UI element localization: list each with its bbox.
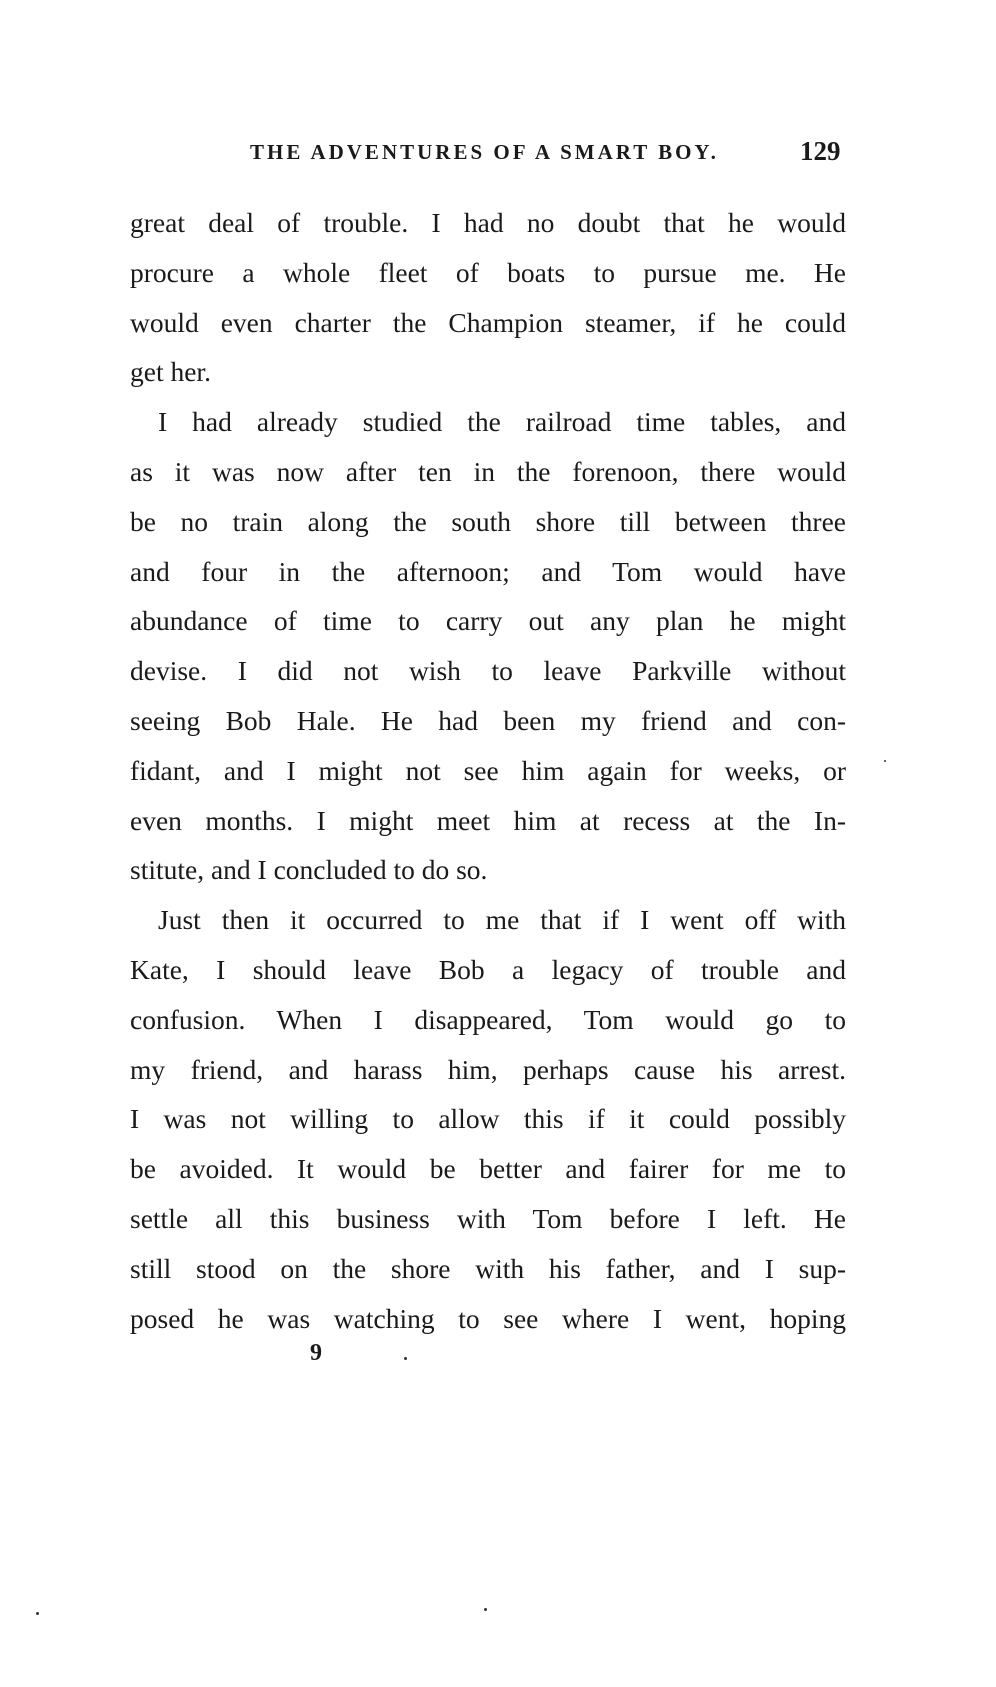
text-line: great deal of trouble. I had no doubt that he would — [130, 207, 846, 238]
text-line: fidant, and I might not see him again for weeks, or — [130, 754, 846, 786]
body-text — [130, 198, 846, 1343]
text-line: Just then it occurred to me that if I went off with — [158, 904, 846, 936]
text-line: devise. I did not wish to leave Parkville without — [130, 655, 846, 687]
text-line: settle all this business with Tom before I left. He — [130, 1202, 846, 1234]
text-line: I had already studied the railroad time tables, and — [158, 406, 846, 438]
text-line: my friend, and harass him, perhaps cause his arrest. — [130, 1053, 846, 1085]
running-head-title: THE ADVENTURES OF A SMART BOY. — [250, 140, 719, 164]
scan-speck — [404, 1357, 407, 1360]
page-number: 129 — [800, 136, 841, 166]
text-line: still stood on the shore with his father, and I sup- — [130, 1252, 846, 1284]
text-line: as it was now after ten in the forenoon, there would — [130, 455, 846, 487]
text-line: I was not willing to allow this if it could possibly — [130, 1103, 846, 1135]
scan-speck — [36, 1612, 39, 1615]
scan-speck — [484, 1608, 487, 1611]
text-line: be avoided. It would be better and fairer for me to — [130, 1153, 846, 1185]
text-line: procure a whole fleet of boats to pursue me. He — [130, 256, 846, 288]
text-line: would even charter the Champion steamer, if he could — [130, 306, 846, 338]
text-line: be no train along the south shore till between three — [130, 505, 846, 537]
text-line: Kate, I should leave Bob a legacy of trouble and — [130, 953, 846, 985]
text-line: seeing Bob Hale. He had been my friend and con- — [130, 704, 846, 736]
text-line: and four in the afternoon; and Tom would have — [130, 555, 846, 587]
text-line: posed he was watching to see where I went, hoping — [130, 1302, 846, 1334]
text-line: get her. — [130, 356, 211, 388]
text-line: confusion. When I disappeared, Tom would go to — [130, 1003, 846, 1035]
text-line: abundance of time to carry out any plan he might — [130, 605, 846, 637]
text-line: even months. I might meet him at recess at the In- — [130, 804, 846, 836]
text-line: stitute, and I concluded to do so. — [130, 854, 488, 886]
signature-mark: 9 — [310, 1340, 322, 1366]
scan-speck — [884, 760, 886, 762]
